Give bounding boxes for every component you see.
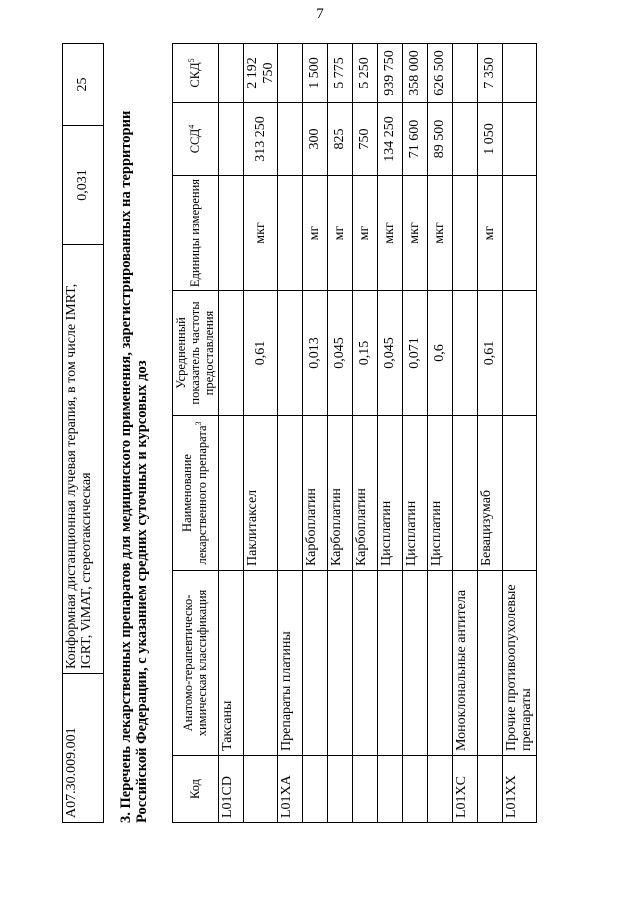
cell-unit bbox=[453, 176, 478, 291]
service-code: A07.30.009.001 bbox=[63, 674, 104, 823]
cell-drug bbox=[278, 416, 303, 571]
table-row bbox=[378, 44, 403, 823]
cell-skd: 626 500 bbox=[428, 44, 453, 103]
cell-skd: 1 500 bbox=[303, 44, 328, 103]
table-row bbox=[353, 44, 378, 823]
col-drug-name: Наименование лекарственного препарата$^3$ bbox=[173, 416, 219, 571]
col-code: Код bbox=[173, 756, 219, 823]
cell-unit: мкг bbox=[378, 176, 403, 291]
cell-ssd: 750 bbox=[353, 103, 378, 176]
col-ssd: ССД$^4$ bbox=[173, 103, 219, 176]
cell-ssd bbox=[503, 103, 537, 176]
cell-freq: 0,61 bbox=[244, 291, 278, 416]
cell-code bbox=[353, 756, 378, 823]
cell-code bbox=[328, 756, 353, 823]
cell-code: L01CD bbox=[219, 756, 244, 823]
cell-skd bbox=[503, 44, 537, 103]
cell-atc bbox=[328, 571, 353, 756]
cell-unit bbox=[503, 176, 537, 291]
col-skd: СКД$^5$ bbox=[173, 44, 219, 103]
cell-drug: Бевацизумаб bbox=[478, 416, 503, 571]
cell-skd bbox=[219, 44, 244, 103]
cell-ssd bbox=[219, 103, 244, 176]
section-heading: 3. Перечень лекарственных препаратов для медицинского применения, зарегистрированных на территории Российской Федерации, с указанием средних суточных и курсовых доз bbox=[118, 110, 151, 823]
col-unit: Единицы измерения bbox=[173, 176, 219, 291]
table-row bbox=[303, 44, 328, 823]
cell-unit bbox=[278, 176, 303, 291]
cell-skd bbox=[453, 44, 478, 103]
cell-freq bbox=[503, 291, 537, 416]
top-service-table bbox=[62, 43, 104, 823]
cell-ssd: 300 bbox=[303, 103, 328, 176]
cell-ssd bbox=[453, 103, 478, 176]
drugs-table bbox=[172, 43, 537, 823]
cell-ssd: 71 600 bbox=[403, 103, 428, 176]
cell-unit: мг bbox=[303, 176, 328, 291]
cell-atc bbox=[378, 571, 403, 756]
cell-freq: 0,61 bbox=[478, 291, 503, 416]
cell-freq: 0,013 bbox=[303, 291, 328, 416]
cell-freq: 0,045 bbox=[378, 291, 403, 416]
cell-drug: Карбоплатин bbox=[303, 416, 328, 571]
cell-code bbox=[303, 756, 328, 823]
cell-drug: Цисплатин bbox=[428, 416, 453, 571]
cell-unit: мг bbox=[328, 176, 353, 291]
cell-drug bbox=[503, 416, 537, 571]
table-row bbox=[403, 44, 428, 823]
cell-unit: мг bbox=[353, 176, 378, 291]
cell-ssd: 825 bbox=[328, 103, 353, 176]
table-row bbox=[478, 44, 503, 823]
cell-freq: 0,071 bbox=[403, 291, 428, 416]
cell-atc: Таксаны bbox=[219, 571, 244, 756]
cell-code: L01XX bbox=[503, 756, 537, 823]
cell-unit: мкг bbox=[428, 176, 453, 291]
cell-freq: 0,6 bbox=[428, 291, 453, 416]
cell-drug bbox=[453, 416, 478, 571]
page-number: 7 bbox=[316, 6, 324, 22]
cell-unit bbox=[219, 176, 244, 291]
service-frequency: 0,031 bbox=[63, 126, 104, 245]
service-multiplicity: 25 bbox=[63, 44, 104, 126]
cell-unit: мкг bbox=[244, 176, 278, 291]
cell-freq bbox=[278, 291, 303, 416]
cell-code bbox=[403, 756, 428, 823]
cell-ssd: 134 250 bbox=[378, 103, 403, 176]
cell-skd: 5 775 bbox=[328, 44, 353, 103]
cell-drug: Цисплатин bbox=[378, 416, 403, 571]
cell-atc bbox=[303, 571, 328, 756]
cell-skd bbox=[278, 44, 303, 103]
cell-freq: 0,045 bbox=[328, 291, 353, 416]
cell-drug: Карбоплатин bbox=[353, 416, 378, 571]
table-row bbox=[428, 44, 453, 823]
col-atc: Анатомо-терапевтическо-химическая классификация bbox=[173, 571, 219, 756]
cell-code bbox=[428, 756, 453, 823]
service-name: Конформная дистанционная лучевая терапия, в том числе IMRT, IGRT, ViMAT, стереотаксическая bbox=[63, 245, 104, 674]
cell-ssd bbox=[278, 103, 303, 176]
cell-code bbox=[378, 756, 403, 823]
col-frequency: Усредненный показатель частоты предоставления bbox=[173, 291, 219, 416]
cell-freq: 0,15 bbox=[353, 291, 378, 416]
cell-atc: Препараты платины bbox=[278, 571, 303, 756]
cell-code bbox=[244, 756, 278, 823]
table-row bbox=[219, 44, 244, 823]
cell-unit: мкг bbox=[403, 176, 428, 291]
table-row bbox=[244, 44, 278, 823]
cell-drug: Цисплатин bbox=[403, 416, 428, 571]
table-row bbox=[278, 44, 303, 823]
cell-code: L01XA bbox=[278, 756, 303, 823]
cell-atc bbox=[244, 571, 278, 756]
cell-freq bbox=[453, 291, 478, 416]
cell-skd: 7 350 bbox=[478, 44, 503, 103]
cell-skd: 939 750 bbox=[378, 44, 403, 103]
cell-skd: 2 192 750 bbox=[244, 44, 278, 103]
cell-freq bbox=[219, 291, 244, 416]
table-row bbox=[503, 44, 537, 823]
cell-atc bbox=[353, 571, 378, 756]
table-row bbox=[453, 44, 478, 823]
cell-ssd: 313 250 bbox=[244, 103, 278, 176]
cell-ssd: 89 500 bbox=[428, 103, 453, 176]
cell-unit: мг bbox=[478, 176, 503, 291]
cell-atc bbox=[403, 571, 428, 756]
header-row bbox=[173, 44, 219, 823]
cell-code: L01XC bbox=[453, 756, 478, 823]
cell-drug: Паклитаксел bbox=[244, 416, 278, 571]
cell-ssd: 1 050 bbox=[478, 103, 503, 176]
cell-atc: Прочие противоопухолевые препараты bbox=[503, 571, 537, 756]
cell-code bbox=[478, 756, 503, 823]
cell-drug: Карбоплатин bbox=[328, 416, 353, 571]
table-row bbox=[63, 44, 104, 823]
cell-drug bbox=[219, 416, 244, 571]
cell-skd: 5 250 bbox=[353, 44, 378, 103]
cell-atc bbox=[478, 571, 503, 756]
cell-atc bbox=[428, 571, 453, 756]
table-row bbox=[328, 44, 353, 823]
cell-atc: Моноклональные антитела bbox=[453, 571, 478, 756]
cell-skd: 358 000 bbox=[403, 44, 428, 103]
